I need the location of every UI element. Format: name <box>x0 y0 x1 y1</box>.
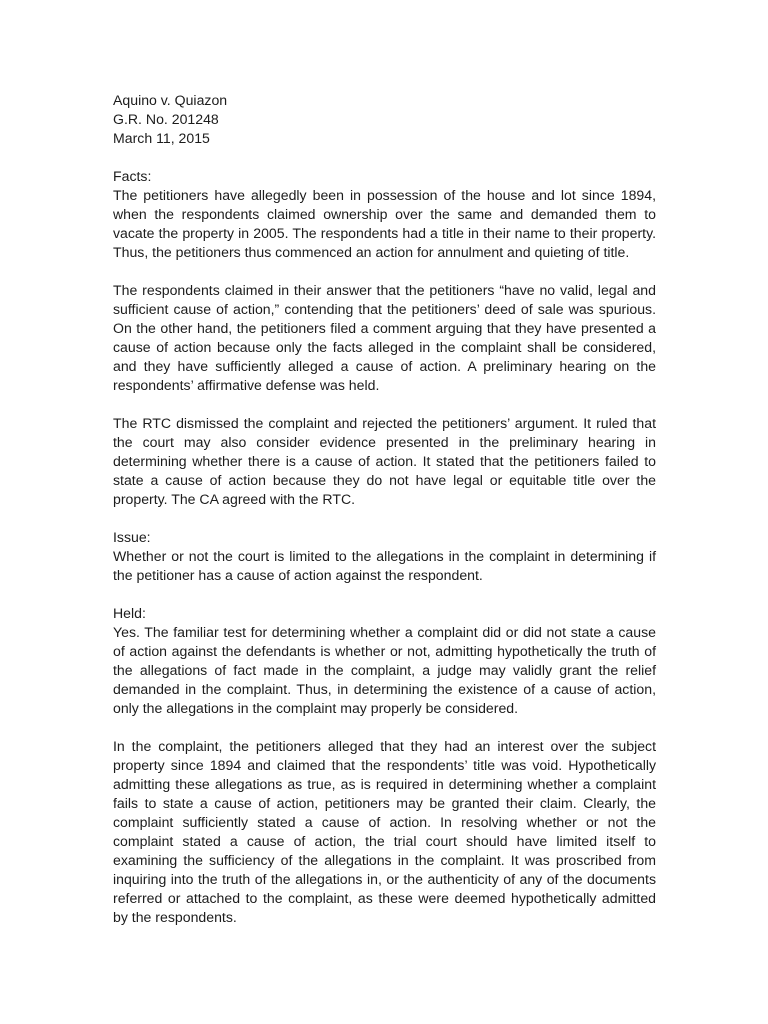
spacer <box>113 395 656 414</box>
spacer <box>113 262 656 281</box>
spacer <box>113 585 656 604</box>
held-paragraph: Yes. The familiar test for determining whether a complaint did or did not state a cause of action against the defendants is whether or not, admitting hypothetically the truth of the allegations of fact made in the complaint, a judge may validly grant the relief demanded in the complaint. Thus, in determining the existence of a cause of action, only the allegations in the complaint may properly be considered. <box>113 624 656 716</box>
gr-number: G.R. No. 201248 <box>113 111 219 127</box>
facts-paragraph: The RTC dismissed the complaint and rejected the petitioners’ argument. It ruled that the court may also consider evidence presented in the preliminary hearing in determining whether there is a cause of action. It stated that the petitioners failed to state a cause of action because they do not have legal or equitable title over the property. The CA agreed with the RTC. <box>113 415 656 507</box>
case-title: Aquino v. Quiazon <box>113 92 228 108</box>
spacer <box>113 718 656 737</box>
spacer <box>113 148 656 167</box>
issue-heading: Issue: <box>113 529 151 545</box>
decision-date: March 11, 2015 <box>113 130 210 146</box>
issue-paragraph: Whether or not the court is limited to the allegations in the complaint in determining if the petitioner has a cause of action against the respondent. <box>113 548 656 583</box>
facts-paragraph: The respondents claimed in their answer that the petitioners “have no valid, legal and sufficient cause of action,” contending that the petitioners’ deed of sale was spurious. On the other hand, the petitioners filed a comment arguing that they have presented a cause of action because only the facts alleged in the complaint shall be considered, and they have sufficiently alleged a cause of action. A preliminary hearing on the respondents’ affirmative defense was held. <box>113 282 656 393</box>
facts-heading: Facts: <box>113 168 152 184</box>
spacer <box>113 509 656 528</box>
facts-paragraph: The petitioners have allegedly been in possession of the house and lot since 1894, when the respondents claimed ownership over the same and demanded them to vacate the property in 2005. The respondents had a title in their name to their property. Thus, the petitioners thus commenced an action for annulment and quieting of title. <box>113 187 656 260</box>
document-page <box>113 91 656 927</box>
held-heading: Held: <box>113 605 146 621</box>
held-paragraph: In the complaint, the petitioners alleged that they had an interest over the subject property since 1894 and claimed that the respondents’ title was void. Hypothetically admitting these allegations as true, as is required in determining whether a complaint fails to state a cause of action, petitioners may be granted their claim. Clearly, the complaint sufficiently stated a cause of action. In resolving whether or not the complaint stated a cause of action, the trial court should have limited itself to examining the sufficiency of the allegations in the complaint. It was proscribed from inquiring into the truth of the allegations in, or the authenticity of any of the documents referred or attached to the complaint, as these were deemed hypothetically admitted by the respondents. <box>113 738 656 925</box>
